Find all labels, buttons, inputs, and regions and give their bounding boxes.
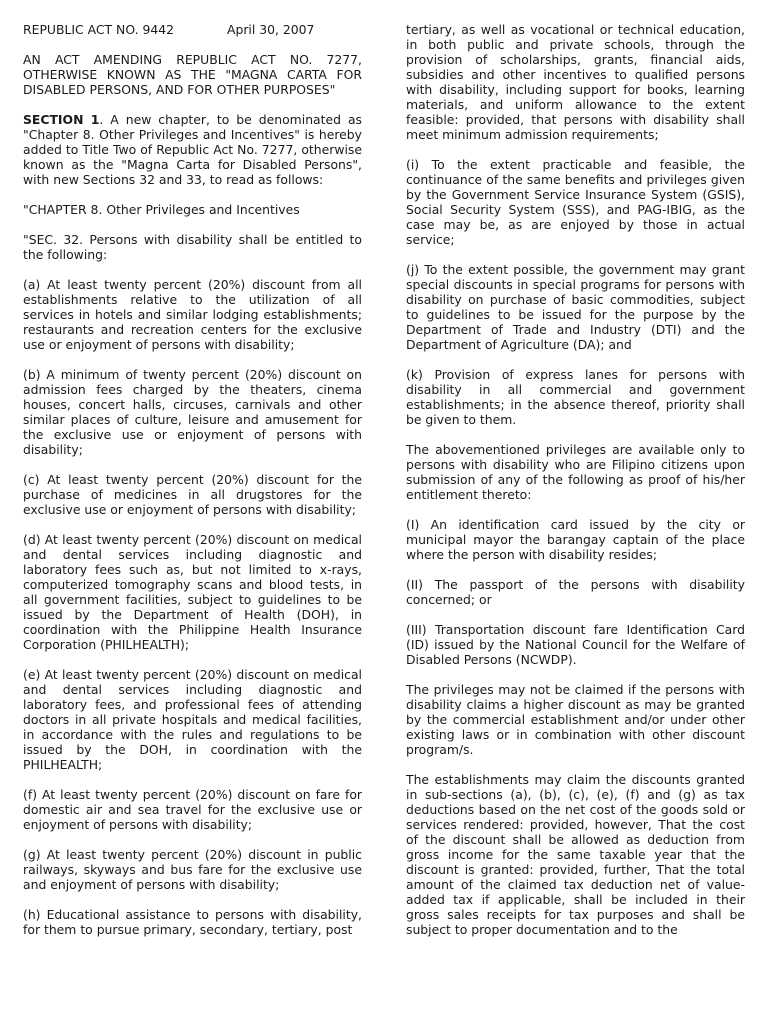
privilege-item-f: (f) At least twenty percent (20%) discount on fare for domestic air and sea travel for the exclusive use or enjoyment of persons with disability; xyxy=(23,787,362,832)
proof-item-2: (II) The passport of the persons with disability concerned; or xyxy=(406,577,745,607)
privilege-item-h-continued: tertiary, as well as vocational or technical education, in both public and private schools, through the provision of scholarships, grants, financial aids, subsidies and other incentives to qualified persons with disability, including support for books, learning materials, and uniform allowance to the extent feasible: provided, that persons with disability shall meet minimum admission requirements; xyxy=(406,22,745,142)
privilege-item-i: (i) To the extent practicable and feasible, the continuance of the same benefits and privileges given by the Government Service Insurance System (GSIS), Social Security System (SSS), and PAG-IBIG, as the case may be, as are enjoyed by those in actual service; xyxy=(406,157,745,247)
sec-32-intro: "SEC. 32. Persons with disability shall be entitled to the following: xyxy=(23,232,362,262)
privilege-item-a: (a) At least twenty percent (20%) discount from all establishments relative to the utilization of all services in hotels and similar lodging establishments; restaurants and recreation centers for the exclusive use or enjoyment of persons with disability; xyxy=(23,277,362,352)
privilege-item-b: (b) A minimum of twenty percent (20%) discount on admission fees charged by the theaters, cinema houses, concert halls, circuses, carnivals and other similar places of culture, leisure and amusement for the exclusive use or enjoyment of persons with disability; xyxy=(23,367,362,457)
privilege-item-g: (g) At least twenty percent (20%) discount in public railways, skyways and bus fare for the exclusive use and enjoyment of persons with disability; xyxy=(23,847,362,892)
act-date: April 30, 2007 xyxy=(227,22,315,37)
privilege-item-d: (d) At least twenty percent (20%) discount on medical and dental services including diagnostic and laboratory fees such as, but not limited to x-rays, computerized tomography scans and blood tests, in all government facilities, subject to guidelines to be issued by the Department of Health (DOH), in coordination with the Philippine Health Insurance Corporation (PHILHEALTH); xyxy=(23,532,362,652)
proof-requirement-paragraph: The abovementioned privileges are available only to persons with disability who are Filipino citizens upon submission of any of the following as proof of his/her entitlement thereto: xyxy=(406,442,745,502)
section-1-label: SECTION 1 xyxy=(23,112,100,127)
privilege-item-c: (c) At least twenty percent (20%) discount for the purchase of medicines in all drugstores for the exclusive use or enjoyment of persons with disability; xyxy=(23,472,362,517)
left-column xyxy=(23,22,362,952)
section-1-text: . A new chapter, to be denominated as "Chapter 8. Other Privileges and Incentives" is hereby added to Title Two of Republic Act No. 7277, otherwise known as the "Magna Carta for Disabled Persons", with new Sections 32 and 33, to read as follows: xyxy=(23,112,362,187)
privilege-item-j: (j) To the extent possible, the government may grant special discounts in special programs for persons with disability on purchase of basic commodities, subject to guidelines to be issued for the purpose by the Department of Trade and Industry (DTI) and the Department of Agriculture (DA); and xyxy=(406,262,745,352)
act-title: AN ACT AMENDING REPUBLIC ACT NO. 7277, OTHERWISE KNOWN AS THE "MAGNA CARTA FOR DISABLED PERSONS, AND FOR OTHER PURPOSES" xyxy=(23,52,362,97)
section-1-paragraph xyxy=(23,112,362,187)
claim-restriction-paragraph: The privileges may not be claimed if the persons with disability claims a higher discount as may be granted by the commercial establishment and/or under other existing laws or in combination with other discount program/s. xyxy=(406,682,745,757)
privilege-item-h: (h) Educational assistance to persons with disability, for them to pursue primary, secondary, tertiary, post xyxy=(23,907,362,937)
privilege-item-e: (e) At least twenty percent (20%) discount on medical and dental services including diagnostic and laboratory fees, and professional fees of attending doctors in all private hospitals and medical facilities, in accordance with the rules and regulations to be issued by the DOH, in coordination with the PHILHEALTH; xyxy=(23,667,362,772)
chapter-heading: "CHAPTER 8. Other Privileges and Incentives xyxy=(23,202,300,217)
proof-item-1: (I) An identification card issued by the city or municipal mayor the barangay captain of the place where the person with disability resides; xyxy=(406,517,745,562)
act-number: REPUBLIC ACT NO. 9442 xyxy=(23,22,174,37)
privilege-item-k: (k) Provision of express lanes for persons with disability in all commercial and government establishments; in the absence thereof, priority shall be given to them. xyxy=(406,367,745,427)
right-column xyxy=(406,22,745,952)
tax-deduction-paragraph: The establishments may claim the discounts granted in sub-sections (a), (b), (c), (e), (f) and (g) as tax deductions based on the net cost of the goods sold or services rendered: provided, however, That the cost of the discount shall be allowed as deduction from gross income for the same taxable year that the discount is granted: provided, further, That the total amount of the claimed tax deduction net of value-added tax if applicable, shall be included in their gross sales receipts for tax purposes and shall be subject to proper documentation and to the xyxy=(406,772,745,937)
act-header xyxy=(23,22,362,37)
proof-item-3: (III) Transportation discount fare Identification Card (ID) issued by the National Council for the Welfare of Disabled Persons (NCWDP). xyxy=(406,622,745,667)
